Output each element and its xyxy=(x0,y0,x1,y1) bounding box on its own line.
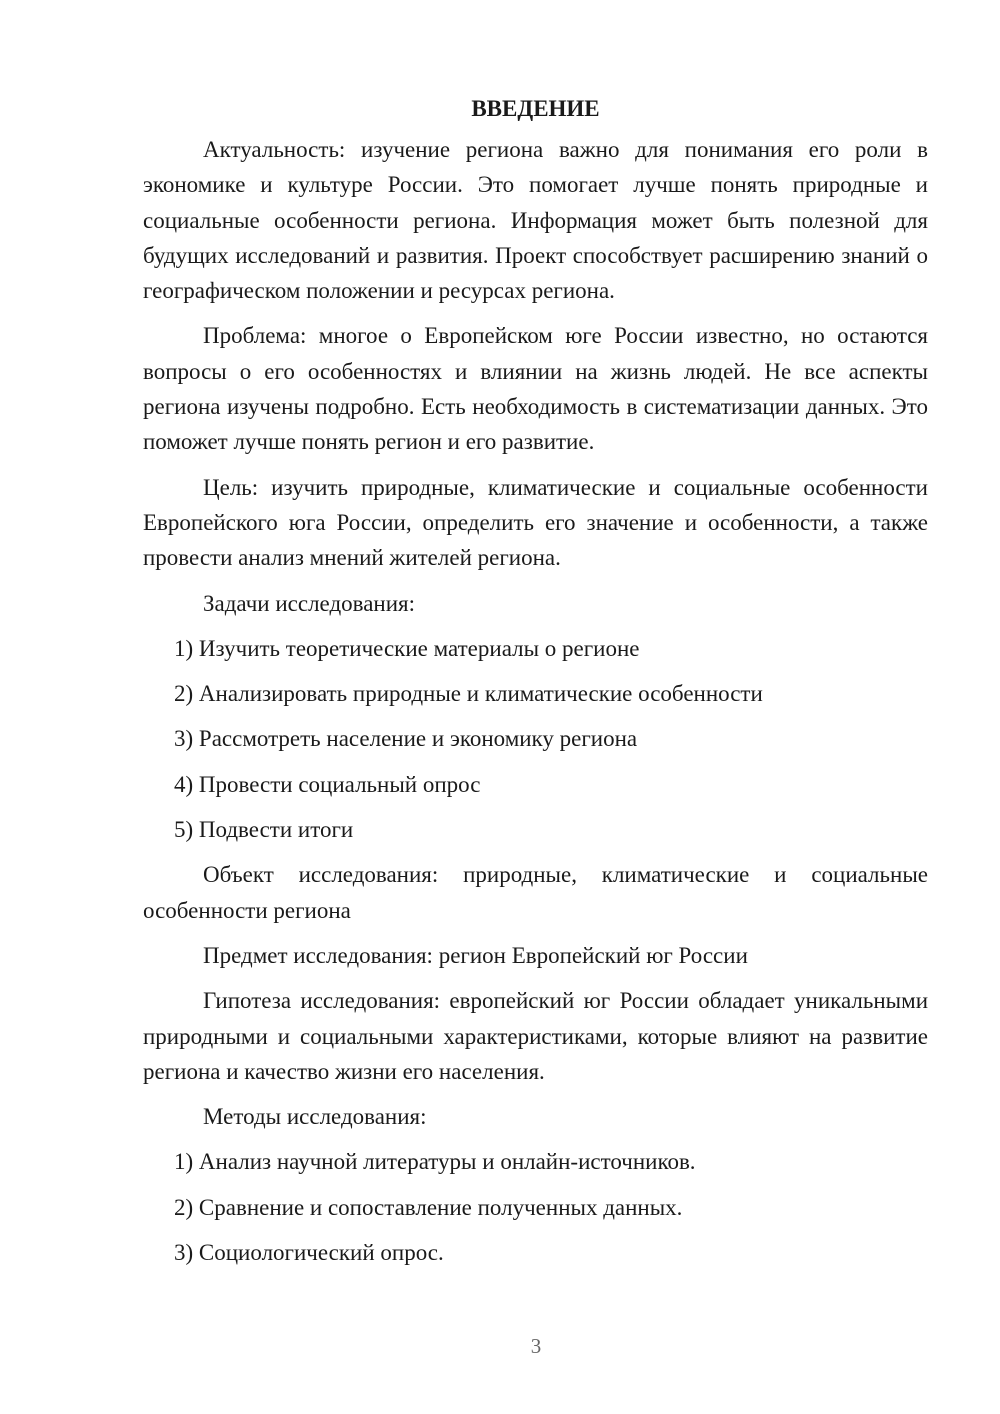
problem-paragraph: Проблема: многое о Европейском юге России известно, но остаются вопросы о его особенностях и влиянии на жизнь людей. Не все аспекты региона изучены подробно. Есть необходимость в систематизации данных. Это поможет лучше понять регион и его развитие. xyxy=(143,323,928,455)
method-item-2: 2) Сравнение и сопоставление полученных данных. xyxy=(174,1194,683,1220)
method-item-1: 1) Анализ научной литературы и онлайн-источников. xyxy=(174,1149,696,1175)
relevance-paragraph: Актуальность: изучение региона важно для понимания его роли в экономике и культуре России. Это помогает лучше понять природные и социальные особенности региона. Информация может быть полезной для будущих исследований и развития. Проект способствует расширению знаний о географическом положении и ресурсах региона. xyxy=(143,137,928,304)
object-paragraph: Объект исследования: природные, климатические и социальные особенности региона xyxy=(143,862,928,923)
page-title: ВВЕДЕНИЕ xyxy=(471,96,600,121)
page-number: 3 xyxy=(530,1334,542,1358)
hypothesis-paragraph: Гипотеза исследования: европейский юг России обладает уникальными природными и социальными характеристиками, которые влияют на развитие региона и качество жизни его населения. xyxy=(143,988,928,1084)
task-item-5: 5) Подвести итоги xyxy=(174,817,354,843)
document-page xyxy=(143,96,928,1280)
task-item-4: 4) Провести социальный опрос xyxy=(174,771,481,797)
task-item-3: 3) Рассмотреть население и экономику региона xyxy=(174,726,638,752)
method-item-3: 3) Социологический опрос. xyxy=(174,1240,444,1266)
tasks-heading: Задачи исследования: xyxy=(203,590,416,616)
task-item-2: 2) Анализировать природные и климатические особенности xyxy=(174,681,763,707)
goal-paragraph: Цель: изучить природные, климатические и социальные особенности Европейского юга России, определить его значение и особенности, а также провести анализ мнений жителей региона. xyxy=(143,474,928,571)
task-item-1: 1) Изучить теоретические материалы о регионе xyxy=(174,635,640,661)
subject-line: Предмет исследования: регион Европейский юг России xyxy=(203,942,748,968)
methods-heading: Методы исследования: xyxy=(203,1104,427,1130)
